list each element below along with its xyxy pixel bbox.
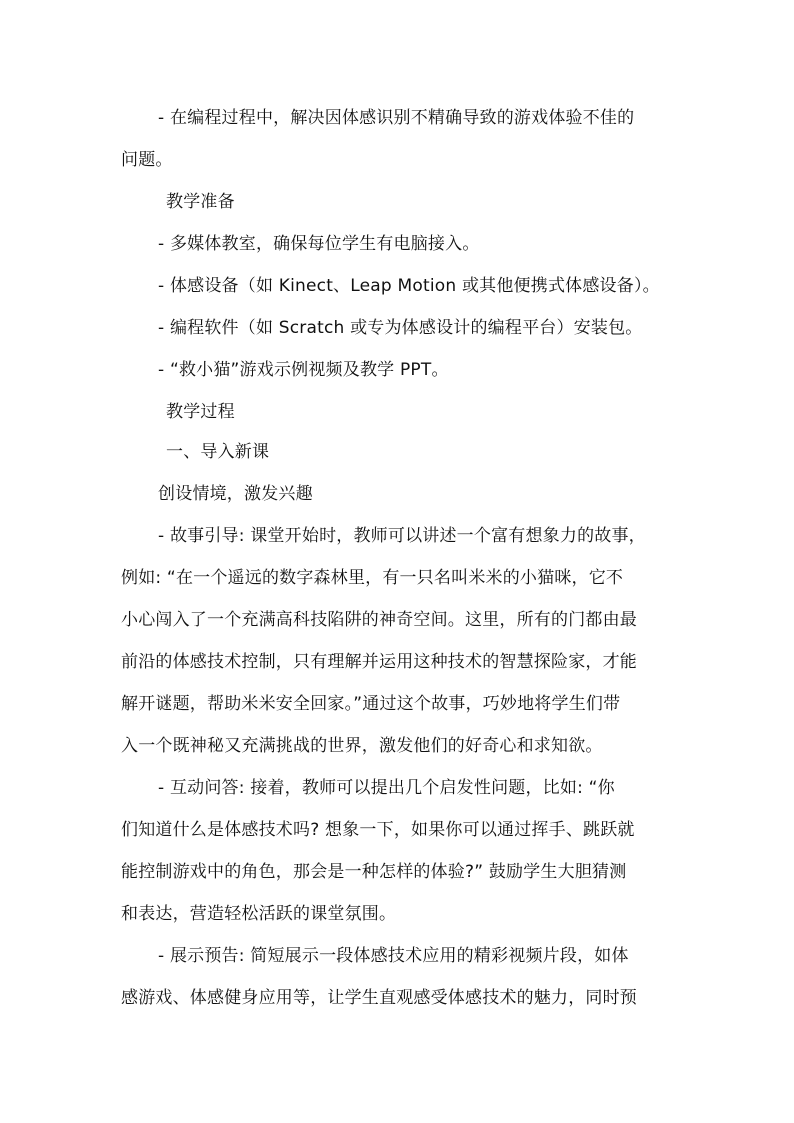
text-line: 能控制游戏中的角色，那会是一种怎样的体验?” 鼓励学生大胆猜测: [121, 862, 627, 882]
list-item: - 多媒体教室，确保每位学生有电脑接入。: [158, 234, 480, 254]
text-line: 和表达，营造轻松活跃的课堂氛围。: [121, 904, 397, 924]
list-item: - 体感设备（如 Kinect、Leap Motion 或其他便携式体感设备）。: [158, 276, 660, 296]
text-line: - 展示预告: 简短展示一段体感技术应用的精彩视频片段，如体: [158, 946, 629, 966]
text-line: 入一个既神秘又充满挑战的世界，激发他们的好奇心和求知欲。: [121, 736, 603, 756]
text-line: - 互动问答: 接着，教师可以提出几个启发性问题，比如: “你: [158, 778, 615, 798]
text-line: - 故事引导: 课堂开始时，教师可以讲述一个富有想象力的故事，: [158, 526, 646, 546]
section-heading: 教学过程: [166, 402, 235, 422]
text-line: - 在编程过程中，解决因体感识别不精确导致的游戏体验不佳的: [158, 108, 635, 128]
list-item: - 编程软件（如 Scratch 或专为体感设计的编程平台）安装包。: [158, 318, 643, 338]
text-line: 问题。: [121, 150, 173, 170]
list-item: - “救小猫”游戏示例视频及教学 PPT。: [158, 360, 449, 380]
subsection-heading: 一、导入新课: [166, 442, 270, 462]
section-heading: 教学准备: [166, 192, 235, 212]
text-line: 例如: “在一个遥远的数字森林里，有一只名叫米米的小猫咪，它不: [121, 568, 624, 588]
text-line: 感游戏、体感健身应用等，让学生直观感受体感技术的魅力，同时预: [121, 988, 637, 1008]
paragraph-heading: 创设情境，激发兴趣: [158, 484, 313, 504]
text-line: 解开谜题，帮助米米安全回家。”通过这个故事，巧妙地将学生们带: [121, 694, 621, 714]
text-line: 前沿的体感技术控制，只有理解并运用这种技术的智慧探险家，才能: [121, 652, 637, 672]
text-line: 们知道什么是体感技术吗? 想象一下，如果你可以通过挥手、跳跃就: [121, 820, 635, 840]
text-line: 小心闯入了一个充满高科技陷阱的神奇空间。这里，所有的门都由最: [121, 610, 637, 630]
